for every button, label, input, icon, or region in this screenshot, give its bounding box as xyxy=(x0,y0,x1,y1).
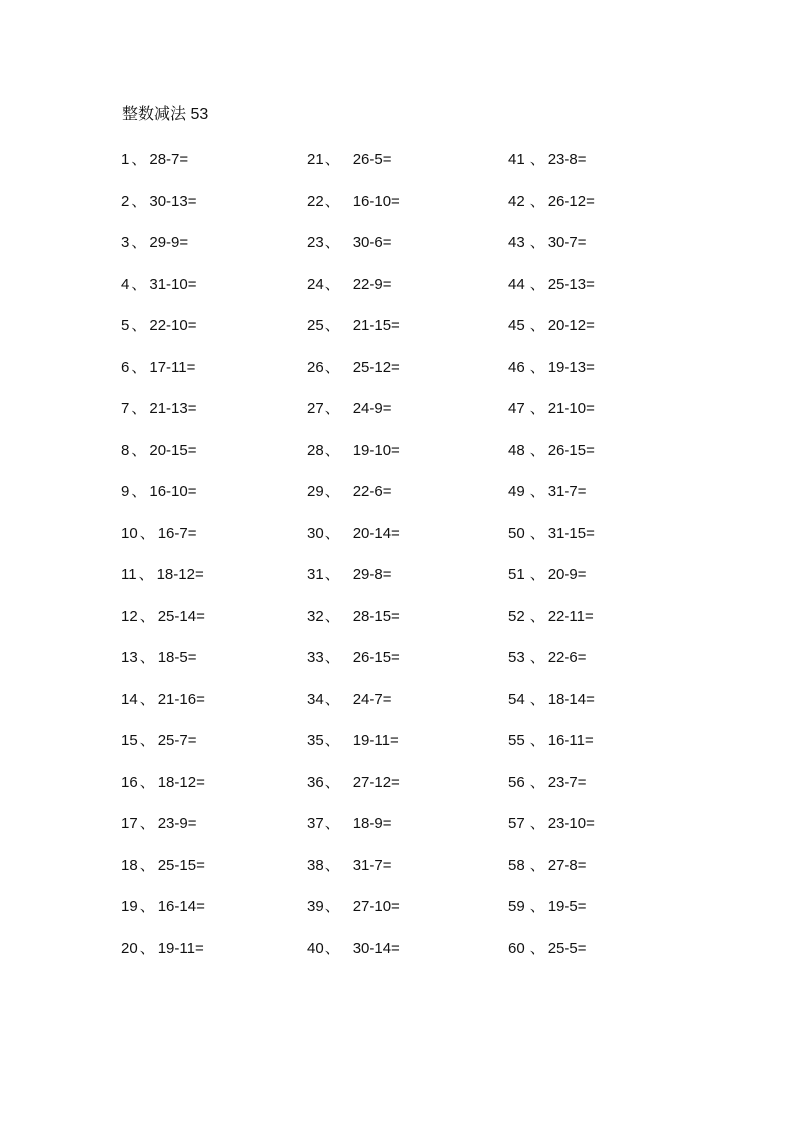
problem-number: 10 xyxy=(121,524,138,542)
problem-expression: 19-10= xyxy=(352,441,400,459)
problem-separator: 、 xyxy=(324,856,340,874)
problem-separator: 、 xyxy=(529,524,545,542)
problem-number: 37 xyxy=(307,815,324,832)
problem-number: 46 xyxy=(508,358,525,376)
problem-separator: 、 xyxy=(131,358,147,376)
problem-expression: 18-5= xyxy=(157,649,197,666)
problem-number: 52 xyxy=(508,607,525,625)
problem-expression: 26-15= xyxy=(352,649,400,666)
problem-number: 16 xyxy=(121,773,138,791)
problem-expression: 30-13= xyxy=(149,192,197,210)
problem-separator: 、 xyxy=(529,607,545,625)
problem-number: 20 xyxy=(121,939,138,957)
problem-separator: 、 xyxy=(139,690,155,708)
problem-number: 35 xyxy=(307,732,324,749)
problem-item xyxy=(121,730,321,772)
problem-separator: 、 xyxy=(529,275,545,293)
problem-separator: 、 xyxy=(131,192,147,210)
problem-separator: 、 xyxy=(139,607,155,625)
problem-expression: 20-12= xyxy=(547,317,595,334)
problem-number: 60 xyxy=(508,939,525,957)
problem-item xyxy=(307,896,507,938)
problem-separator: 、 xyxy=(324,400,340,417)
problem-item xyxy=(307,523,507,565)
problem-separator: 、 xyxy=(529,441,545,459)
problem-item xyxy=(508,232,708,274)
problem-separator: 、 xyxy=(324,192,340,210)
problem-expression: 18-9= xyxy=(352,815,392,832)
problem-separator: 、 xyxy=(529,939,545,957)
problem-item xyxy=(121,149,321,191)
problem-number: 19 xyxy=(121,898,138,915)
problem-expression: 24-9= xyxy=(352,400,392,417)
problem-item xyxy=(121,232,321,274)
problem-item xyxy=(508,564,708,606)
problem-expression: 23-8= xyxy=(547,151,587,168)
problem-separator: 、 xyxy=(324,898,340,915)
problem-item xyxy=(121,564,321,606)
problem-column-2 xyxy=(307,149,507,979)
problem-separator: 、 xyxy=(131,441,147,459)
problem-expression: 23-10= xyxy=(547,815,595,832)
problem-item xyxy=(307,440,507,482)
problem-separator: 、 xyxy=(324,317,340,334)
problem-expression: 23-7= xyxy=(547,773,587,791)
problem-expression: 27-8= xyxy=(547,856,587,874)
problem-separator: 、 xyxy=(529,898,545,915)
problem-number: 55 xyxy=(508,732,525,749)
problem-item xyxy=(121,647,321,689)
problem-number: 45 xyxy=(508,317,525,334)
problem-separator: 、 xyxy=(138,566,154,583)
problem-number: 12 xyxy=(121,607,138,625)
problem-expression: 26-15= xyxy=(547,441,595,459)
problem-number: 22 xyxy=(307,192,324,210)
problem-item xyxy=(307,191,507,233)
problem-number: 9 xyxy=(121,483,130,500)
problem-separator: 、 xyxy=(529,192,545,210)
problem-item xyxy=(307,564,507,606)
problem-number: 59 xyxy=(508,898,525,915)
problem-item xyxy=(121,191,321,233)
problem-number: 36 xyxy=(307,773,324,791)
problem-number: 47 xyxy=(508,400,525,417)
problem-number: 28 xyxy=(307,441,324,459)
problem-item xyxy=(121,772,321,814)
problem-number: 38 xyxy=(307,856,324,874)
problem-separator: 、 xyxy=(324,151,340,168)
problem-expression: 18-12= xyxy=(157,773,205,791)
problem-expression: 25-5= xyxy=(547,939,587,957)
problem-number: 17 xyxy=(121,815,138,832)
problem-separator: 、 xyxy=(131,483,147,500)
problem-separator: 、 xyxy=(529,773,545,791)
problem-separator: 、 xyxy=(324,358,340,376)
problem-item xyxy=(121,938,321,980)
problem-item xyxy=(508,523,708,565)
problem-expression: 20-14= xyxy=(352,524,400,542)
problem-separator: 、 xyxy=(324,441,340,459)
problem-number: 31 xyxy=(307,566,324,583)
problem-expression: 31-15= xyxy=(547,524,595,542)
problem-number: 30 xyxy=(307,524,324,542)
problem-item xyxy=(307,772,507,814)
problem-item xyxy=(121,481,321,523)
problem-expression: 19-11= xyxy=(157,939,204,957)
problem-item xyxy=(307,606,507,648)
problem-item xyxy=(307,730,507,772)
problem-item xyxy=(307,813,507,855)
problem-item xyxy=(307,938,507,980)
problem-separator: 、 xyxy=(131,317,147,334)
problem-expression: 22-6= xyxy=(352,483,392,500)
problem-number: 39 xyxy=(307,898,324,915)
problem-separator: 、 xyxy=(529,690,545,708)
problem-number: 27 xyxy=(307,400,324,417)
problem-expression: 16-10= xyxy=(149,483,197,500)
problem-expression: 25-13= xyxy=(547,275,595,293)
problem-item xyxy=(508,481,708,523)
problem-item xyxy=(307,357,507,399)
problem-item xyxy=(508,274,708,316)
problem-separator: 、 xyxy=(131,400,147,417)
problem-number: 4 xyxy=(121,275,130,293)
problem-item xyxy=(307,647,507,689)
problem-item xyxy=(121,813,321,855)
problem-separator: 、 xyxy=(131,151,147,168)
problem-expression: 17-11= xyxy=(149,358,196,376)
problem-item xyxy=(121,689,321,731)
problem-expression: 22-6= xyxy=(547,649,587,666)
problem-item xyxy=(508,647,708,689)
problem-separator: 、 xyxy=(324,732,340,749)
problem-number: 44 xyxy=(508,275,525,293)
problem-expression: 21-10= xyxy=(547,400,595,417)
problem-number: 26 xyxy=(307,358,324,376)
problem-separator: 、 xyxy=(131,275,147,293)
problem-item xyxy=(121,398,321,440)
problem-item xyxy=(508,191,708,233)
problem-item xyxy=(307,149,507,191)
problem-item xyxy=(508,398,708,440)
problem-separator: 、 xyxy=(529,732,545,749)
problem-number: 8 xyxy=(121,441,130,459)
problem-separator: 、 xyxy=(139,732,155,749)
problem-expression: 16-14= xyxy=(157,898,205,915)
problem-number: 21 xyxy=(307,151,324,168)
problem-separator: 、 xyxy=(324,773,340,791)
problem-item xyxy=(508,896,708,938)
problem-number: 40 xyxy=(307,939,324,957)
problem-number: 58 xyxy=(508,856,525,874)
problem-item xyxy=(508,689,708,731)
problem-number: 34 xyxy=(307,690,324,708)
problem-item xyxy=(307,689,507,731)
problem-separator: 、 xyxy=(529,566,545,583)
problem-item xyxy=(121,523,321,565)
problem-expression: 22-9= xyxy=(352,275,392,293)
problem-item xyxy=(307,274,507,316)
problem-separator: 、 xyxy=(139,649,155,666)
problem-separator: 、 xyxy=(529,483,545,500)
problem-item xyxy=(508,813,708,855)
problem-item xyxy=(307,481,507,523)
problem-separator: 、 xyxy=(529,317,545,334)
problem-separator: 、 xyxy=(529,234,545,251)
problem-separator: 、 xyxy=(529,358,545,376)
problem-separator: 、 xyxy=(324,524,340,542)
problem-expression: 18-12= xyxy=(156,566,204,583)
problem-item xyxy=(508,606,708,648)
problem-item xyxy=(508,440,708,482)
problem-expression: 20-9= xyxy=(547,566,587,583)
problem-number: 56 xyxy=(508,773,525,791)
problem-separator: 、 xyxy=(139,815,155,832)
problem-number: 18 xyxy=(121,856,138,874)
problem-item xyxy=(121,896,321,938)
problem-column-1 xyxy=(121,149,321,979)
problem-expression: 29-9= xyxy=(149,234,189,251)
problem-number: 25 xyxy=(307,317,324,334)
problem-expression: 18-14= xyxy=(547,690,595,708)
problem-expression: 22-11= xyxy=(547,607,594,625)
problem-expression: 21-16= xyxy=(157,690,205,708)
problem-expression: 31-10= xyxy=(149,275,197,293)
problem-number: 57 xyxy=(508,815,525,832)
problem-expression: 22-10= xyxy=(149,317,197,334)
problem-expression: 21-15= xyxy=(352,317,400,334)
problem-number: 24 xyxy=(307,275,324,293)
problem-expression: 31-7= xyxy=(547,483,587,500)
problem-number: 51 xyxy=(508,566,525,583)
problem-item xyxy=(508,855,708,897)
problem-item xyxy=(307,232,507,274)
problem-number: 23 xyxy=(307,234,324,251)
problem-item xyxy=(508,938,708,980)
problem-expression: 25-7= xyxy=(157,732,197,749)
problem-number: 6 xyxy=(121,358,130,376)
problem-expression: 19-11= xyxy=(352,732,399,749)
problem-separator: 、 xyxy=(324,566,340,583)
problem-item xyxy=(307,315,507,357)
problem-separator: 、 xyxy=(324,607,340,625)
problem-item xyxy=(307,855,507,897)
problem-expression: 26-5= xyxy=(352,151,392,168)
problem-item xyxy=(508,357,708,399)
problem-item xyxy=(121,357,321,399)
problem-number: 48 xyxy=(508,441,525,459)
problem-separator: 、 xyxy=(324,939,340,957)
problem-expression: 29-8= xyxy=(352,566,392,583)
problem-number: 33 xyxy=(307,649,324,666)
problem-expression: 20-15= xyxy=(149,441,197,459)
page-title: 整数减法 53 xyxy=(122,106,209,123)
problem-item xyxy=(121,606,321,648)
problem-item xyxy=(121,315,321,357)
problem-separator: 、 xyxy=(529,815,545,832)
problem-number: 32 xyxy=(307,607,324,625)
problem-separator: 、 xyxy=(529,400,545,417)
problem-number: 11 xyxy=(121,566,137,583)
problem-expression: 25-15= xyxy=(157,856,205,874)
problem-separator: 、 xyxy=(139,773,155,791)
problem-separator: 、 xyxy=(529,649,545,666)
problem-separator: 、 xyxy=(324,649,340,666)
problem-expression: 30-7= xyxy=(547,234,587,251)
problem-expression: 28-15= xyxy=(352,607,400,625)
problem-expression: 24-7= xyxy=(352,690,392,708)
problem-item xyxy=(508,149,708,191)
problem-separator: 、 xyxy=(139,939,155,957)
problem-expression: 25-12= xyxy=(352,358,400,376)
problem-expression: 16-10= xyxy=(352,192,400,210)
problem-separator: 、 xyxy=(324,483,340,500)
problem-expression: 27-10= xyxy=(352,898,400,915)
problem-number: 2 xyxy=(121,192,130,210)
problem-number: 29 xyxy=(307,483,324,500)
problem-number: 13 xyxy=(121,649,138,666)
problem-separator: 、 xyxy=(139,856,155,874)
problem-expression: 19-5= xyxy=(547,898,587,915)
problem-expression: 25-14= xyxy=(157,607,205,625)
problem-number: 3 xyxy=(121,234,130,251)
problem-number: 49 xyxy=(508,483,525,500)
problem-expression: 26-12= xyxy=(547,192,595,210)
problem-item xyxy=(121,274,321,316)
problem-item xyxy=(508,730,708,772)
problem-item xyxy=(307,398,507,440)
problem-expression: 21-13= xyxy=(149,400,197,417)
problem-separator: 、 xyxy=(529,856,545,874)
problem-separator: 、 xyxy=(324,815,340,832)
problem-column-3 xyxy=(508,149,708,979)
problem-item xyxy=(121,440,321,482)
problem-expression: 30-6= xyxy=(352,234,392,251)
problem-expression: 31-7= xyxy=(352,856,392,874)
problem-expression: 30-14= xyxy=(352,939,400,957)
problem-separator: 、 xyxy=(139,898,155,915)
problem-expression: 27-12= xyxy=(352,773,400,791)
problem-separator: 、 xyxy=(324,275,340,293)
problem-number: 14 xyxy=(121,690,138,708)
problem-number: 15 xyxy=(121,732,138,749)
problem-separator: 、 xyxy=(529,151,545,168)
problem-expression: 28-7= xyxy=(149,151,189,168)
problem-expression: 19-13= xyxy=(547,358,595,376)
problem-number: 42 xyxy=(508,192,525,210)
problem-expression: 16-7= xyxy=(157,524,197,542)
problem-number: 5 xyxy=(121,317,130,334)
problem-separator: 、 xyxy=(324,234,340,251)
problem-item xyxy=(508,315,708,357)
problem-item xyxy=(121,855,321,897)
problem-number: 41 xyxy=(508,151,525,168)
problem-separator: 、 xyxy=(131,234,147,251)
problem-number: 50 xyxy=(508,524,525,542)
problem-number: 43 xyxy=(508,234,525,251)
problem-number: 53 xyxy=(508,649,525,666)
problem-separator: 、 xyxy=(324,690,340,708)
problem-number: 7 xyxy=(121,400,130,417)
problem-expression: 23-9= xyxy=(157,815,197,832)
problem-number: 54 xyxy=(508,690,525,708)
problem-item xyxy=(508,772,708,814)
problem-number: 1 xyxy=(121,151,130,168)
problem-expression: 16-11= xyxy=(547,732,594,749)
problem-separator: 、 xyxy=(139,524,155,542)
